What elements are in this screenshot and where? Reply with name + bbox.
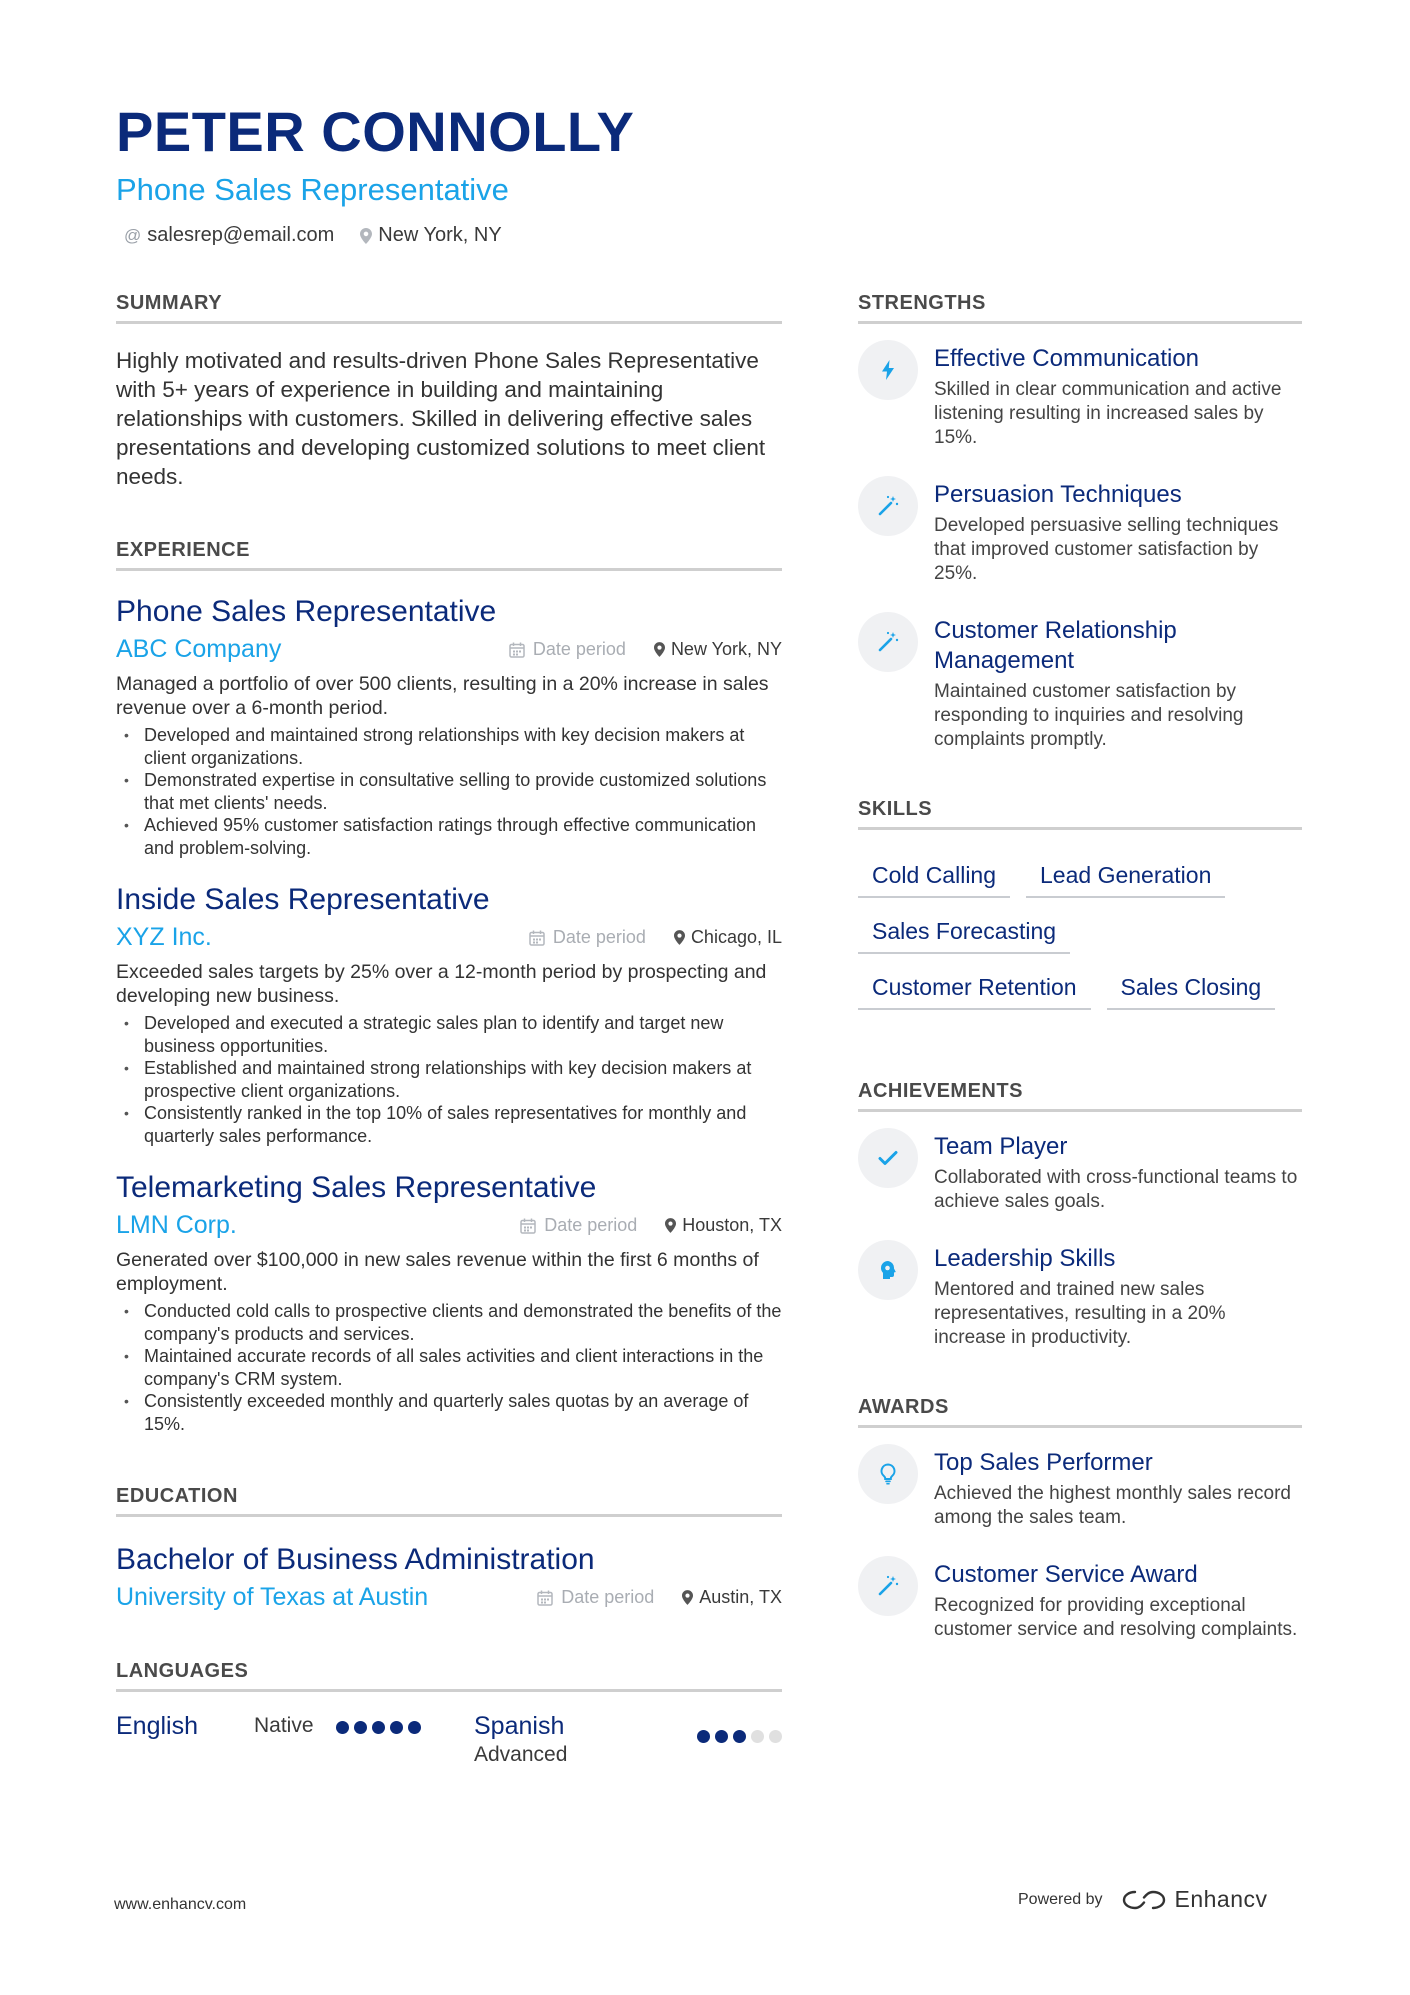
candidate-title: Phone Sales Representative xyxy=(116,172,509,207)
location-pin-icon xyxy=(360,228,372,244)
skill-tag: Sales Forecasting xyxy=(858,908,1070,954)
calendar-icon xyxy=(529,930,545,946)
rating-dot xyxy=(733,1730,746,1743)
strength-item xyxy=(858,344,1302,450)
achievement-content xyxy=(934,1244,1302,1350)
job-title: Telemarketing Sales Representative xyxy=(116,1171,597,1204)
rating-dot xyxy=(715,1730,728,1743)
job-bullet: • Developed and executed a strategic sales plan to identify and target new business opportunities. xyxy=(116,1012,782,1057)
job-bullet: • Established and maintained strong relationships with key decision makers at prospective client organizations. xyxy=(116,1057,782,1102)
award-content xyxy=(934,1448,1302,1530)
achievement-title: Team Player xyxy=(934,1133,1068,1160)
language-rating xyxy=(697,1712,782,1743)
job-title: Inside Sales Representative xyxy=(116,883,490,916)
email-text: salesrep@email.com xyxy=(147,224,335,246)
calendar-icon xyxy=(537,1590,553,1606)
rating-dot xyxy=(408,1721,421,1734)
education-meta-right xyxy=(537,1587,782,1608)
job-meta-right xyxy=(520,1215,782,1236)
rating-dot xyxy=(697,1730,710,1743)
location-contact xyxy=(360,224,501,247)
experience-heading: EXPERIENCE xyxy=(116,539,782,571)
achievement-description: Collaborated with cross-functional teams to achieve sales goals. xyxy=(934,1167,1298,1212)
job-bullets xyxy=(116,724,782,859)
location-pin-icon xyxy=(665,1218,676,1233)
achievement-item xyxy=(858,1244,1302,1350)
location-pin-icon xyxy=(654,642,665,657)
language-item xyxy=(116,1712,474,1741)
resume-header xyxy=(116,100,1316,247)
job-bullet: • Developed and maintained strong relationships with key decision makers at client organizations. xyxy=(116,724,782,769)
skills-list xyxy=(858,842,1302,1010)
right-column xyxy=(858,292,1302,1642)
award-title: Top Sales Performer xyxy=(934,1449,1153,1476)
achievement-title: Leadership Skills xyxy=(934,1245,1116,1272)
job-description: Managed a portfolio of over 500 clients, resulting in a 20% increase in sales revenue over a 6-month period. xyxy=(116,673,769,719)
magic-wand-icon xyxy=(858,476,918,536)
job-meta-right xyxy=(509,639,782,660)
award-item xyxy=(858,1560,1302,1642)
footer-branding xyxy=(1018,1886,1268,1913)
strength-content xyxy=(934,480,1302,586)
achievement-description: Mentored and trained new sales representatives, resulting in a 20% increase in productivity. xyxy=(934,1279,1226,1348)
rating-dot xyxy=(751,1730,764,1743)
strength-title: Effective Communication xyxy=(934,345,1200,372)
job-date-text: Date period xyxy=(532,639,626,659)
strength-content xyxy=(934,344,1302,450)
summary-text: Highly motivated and results-driven Phone Sales Representative with 5+ years of experience in building and maintaining relationships with customers. Skilled in delivering effective sales presentations and developing customized solutions to meet client needs. xyxy=(116,348,766,489)
language-item xyxy=(474,1712,782,1767)
language-level: Native xyxy=(254,1714,314,1737)
education-location xyxy=(682,1587,782,1608)
strength-title: Persuasion Techniques xyxy=(934,481,1182,508)
enhancv-logo-icon xyxy=(1121,1888,1167,1912)
strength-content xyxy=(934,616,1302,752)
company-name: XYZ Inc. xyxy=(116,923,212,951)
achievement-content xyxy=(934,1132,1302,1214)
rating-dot xyxy=(372,1721,385,1734)
job-date-text: Date period xyxy=(544,1215,638,1235)
calendar-icon xyxy=(520,1218,536,1234)
awards-heading: AWARDS xyxy=(858,1396,1302,1428)
candidate-name: PETER CONNOLLY xyxy=(116,100,635,163)
job-title: Phone Sales Representative xyxy=(116,595,497,628)
lightbulb-icon xyxy=(858,1444,918,1504)
job-bullet: • Demonstrated expertise in consultative selling to provide customized solutions that met clients' needs. xyxy=(116,769,782,814)
education-location-text: Austin, TX xyxy=(699,1587,782,1607)
at-icon: @ xyxy=(124,225,142,245)
job-meta xyxy=(116,1211,782,1240)
job-meta-right xyxy=(529,927,782,948)
rating-dot xyxy=(390,1721,403,1734)
enhancv-logo[interactable] xyxy=(1121,1886,1268,1913)
job-location-text: Houston, TX xyxy=(682,1215,782,1235)
strength-description: Maintained customer satisfaction by responding to inquiries and resolving complaints promptly. xyxy=(934,681,1244,750)
achievement-item xyxy=(858,1132,1302,1214)
strength-title: Customer Relationship Management xyxy=(934,617,1177,674)
job-date xyxy=(520,1215,637,1236)
strength-item xyxy=(858,616,1302,752)
job-description: Exceeded sales targets by 25% over a 12-month period by prospecting and developing new business. xyxy=(116,961,767,1007)
job-description: Generated over $100,000 in new sales revenue within the first 6 months of employment. xyxy=(116,1249,759,1295)
job-bullets xyxy=(116,1012,782,1147)
job-bullet: • Consistently ranked in the top 10% of sales representatives for monthly and quarterly sales performance. xyxy=(116,1102,782,1147)
job-location xyxy=(674,927,782,948)
award-title: Customer Service Award xyxy=(934,1561,1198,1588)
job-location xyxy=(654,639,782,660)
rating-dot xyxy=(354,1721,367,1734)
language-name: Spanish xyxy=(474,1712,565,1740)
award-item xyxy=(858,1448,1302,1530)
strength-item xyxy=(858,480,1302,586)
job-meta xyxy=(116,635,782,664)
experience-entry xyxy=(116,881,782,1147)
degree-title: Bachelor of Business Administration xyxy=(116,1543,595,1576)
languages-list xyxy=(116,1712,782,1767)
job-bullet: • Achieved 95% customer satisfaction ratings through effective communication and problem-solving. xyxy=(116,814,782,859)
award-description: Achieved the highest monthly sales record among the sales team. xyxy=(934,1483,1291,1528)
email-contact[interactable] xyxy=(124,224,334,247)
skills-heading: SKILLS xyxy=(858,798,1302,830)
head-brain-icon xyxy=(858,1240,918,1300)
job-bullet: • Consistently exceeded monthly and quarterly sales quotas by an average of 15%. xyxy=(116,1390,782,1435)
location-pin-icon xyxy=(682,1590,693,1605)
rating-dot xyxy=(336,1721,349,1734)
education-meta xyxy=(116,1583,782,1612)
language-text-group xyxy=(474,1712,567,1767)
skill-tag: Lead Generation xyxy=(1026,852,1225,898)
magic-wand-icon xyxy=(858,1556,918,1616)
education-heading: EDUCATION xyxy=(116,1485,782,1517)
job-location-text: New York, NY xyxy=(670,639,782,659)
job-date-text: Date period xyxy=(552,927,646,947)
job-date xyxy=(509,639,626,660)
languages-heading: LANGUAGES xyxy=(116,1660,782,1692)
education-date xyxy=(537,1587,654,1608)
experience-entry xyxy=(116,1169,782,1435)
job-date xyxy=(529,927,646,948)
calendar-icon xyxy=(509,642,525,658)
contact-info xyxy=(116,224,1316,247)
job-location xyxy=(665,1215,782,1236)
school-name: University of Texas at Austin xyxy=(116,1583,429,1611)
strength-description: Developed persuasive selling techniques that improved customer satisfaction by 25%. xyxy=(934,515,1279,584)
language-rating xyxy=(336,1712,421,1734)
award-content xyxy=(934,1560,1302,1642)
skill-tag: Sales Closing xyxy=(1107,964,1276,1010)
magic-wand-icon xyxy=(858,612,918,672)
skill-tag: Customer Retention xyxy=(858,964,1091,1010)
location-text: New York, NY xyxy=(378,224,502,246)
experience-entry xyxy=(116,593,782,859)
checkmark-icon xyxy=(858,1128,918,1188)
footer-website[interactable]: www.enhancv.com xyxy=(114,1896,247,1913)
brand-name: Enhancv xyxy=(1174,1886,1268,1912)
strength-description: Skilled in clear communication and active listening resulting in increased sales by 15%. xyxy=(934,379,1282,448)
job-meta xyxy=(116,923,782,952)
education-date-text: Date period xyxy=(561,1587,655,1607)
powered-by-label: Powered by xyxy=(1018,1890,1103,1908)
skill-tag: Cold Calling xyxy=(858,852,1010,898)
company-name: ABC Company xyxy=(116,635,282,663)
rating-dot xyxy=(769,1730,782,1743)
strengths-heading: STRENGTHS xyxy=(858,292,1302,324)
summary-heading: SUMMARY xyxy=(116,292,782,324)
job-bullet: • Conducted cold calls to prospective clients and demonstrated the benefits of the company's products and services. xyxy=(116,1300,782,1345)
award-description: Recognized for providing exceptional customer service and resolving complaints. xyxy=(934,1595,1298,1640)
job-location-text: Chicago, IL xyxy=(690,927,782,947)
lightning-icon xyxy=(858,340,918,400)
achievements-heading: ACHIEVEMENTS xyxy=(858,1080,1302,1112)
location-pin-icon xyxy=(674,930,685,945)
job-bullet: • Maintained accurate records of all sales activities and client interactions in the company's CRM system. xyxy=(116,1345,782,1390)
left-column xyxy=(116,292,782,1767)
language-name: English xyxy=(116,1712,198,1740)
job-bullets xyxy=(116,1300,782,1435)
language-level: Advanced xyxy=(474,1743,568,1766)
company-name: LMN Corp. xyxy=(116,1211,237,1239)
